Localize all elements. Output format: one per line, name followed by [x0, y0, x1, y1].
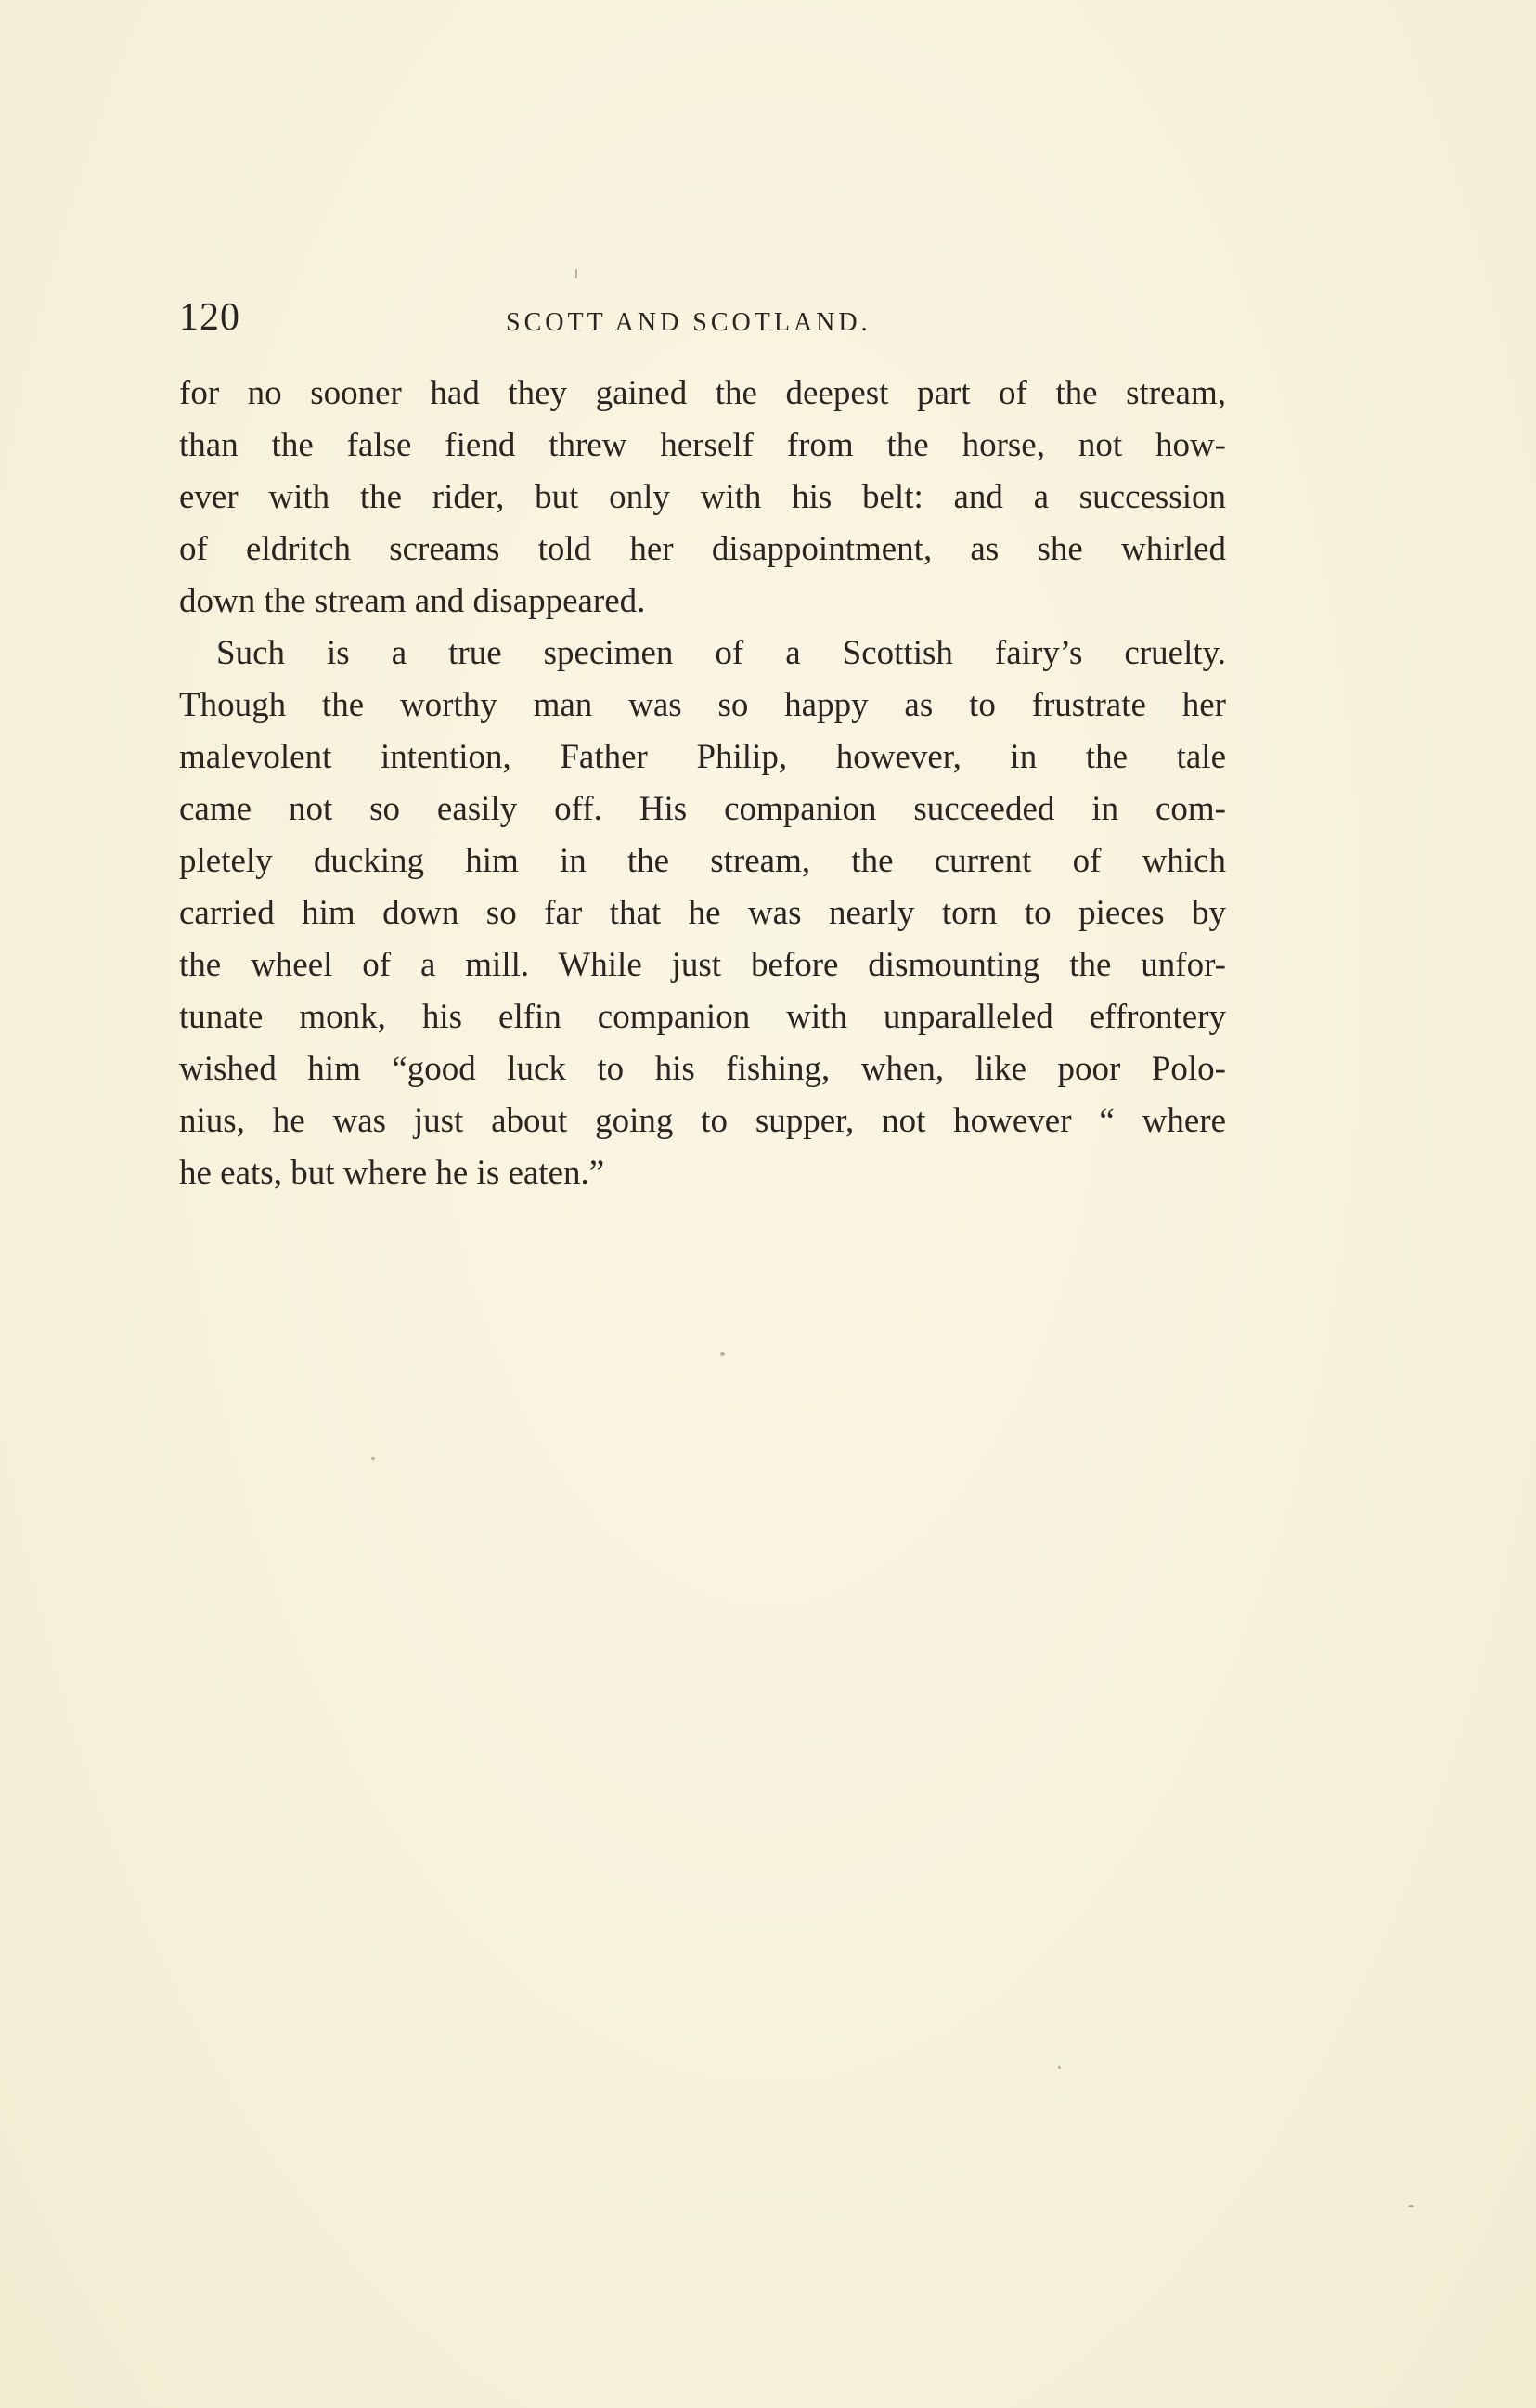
paragraph [179, 628, 1226, 1199]
text-line: malevolent intention, Father Philip, however, in the tale [179, 738, 1226, 776]
text-line: tunate monk, his elfin companion with unparalleled effrontery [179, 998, 1226, 1036]
paragraph [179, 368, 1226, 628]
paper-speck [1408, 2205, 1414, 2207]
text-line: ever with the rider, but only with his belt: and a succession [179, 478, 1226, 516]
text-line: pletely ducking him in the stream, the current of which [179, 842, 1226, 880]
text-line: of eldritch screams told her disappointment, as she whirled [179, 530, 1226, 568]
page-header [179, 295, 1226, 351]
page-number: 120 [179, 296, 240, 339]
running-head: SCOTT AND SCOTLAND. [506, 308, 871, 337]
paper-speck [1058, 2066, 1061, 2069]
text-line: carried him down so far that he was nearly torn to pieces by [179, 894, 1226, 932]
text-line: than the false fiend threw herself from the horse, not how- [179, 426, 1226, 464]
paper-speck [371, 1457, 375, 1460]
text-line: Such is a true specimen of a Scottish fairy’s cruelty. [216, 634, 1226, 672]
paper-speck [575, 269, 577, 278]
body-text [179, 368, 1226, 1199]
text-line: for no sooner had they gained the deepest part of the stream, [179, 374, 1226, 412]
paper-speck [720, 1352, 725, 1356]
text-line: he eats, but where he is eaten.” [179, 1154, 605, 1192]
text-line: Though the worthy man was so happy as to frustrate her [179, 686, 1226, 724]
text-line: nius, he was just about going to supper, not however “ where [179, 1102, 1226, 1140]
text-line: wished him “good luck to his fishing, when, like poor Polo- [179, 1050, 1226, 1088]
text-line: the wheel of a mill. While just before dismounting the unfor- [179, 946, 1226, 984]
text-line: down the stream and disappeared. [179, 582, 646, 620]
text-line: came not so easily off. His companion succeeded in com- [179, 790, 1226, 828]
